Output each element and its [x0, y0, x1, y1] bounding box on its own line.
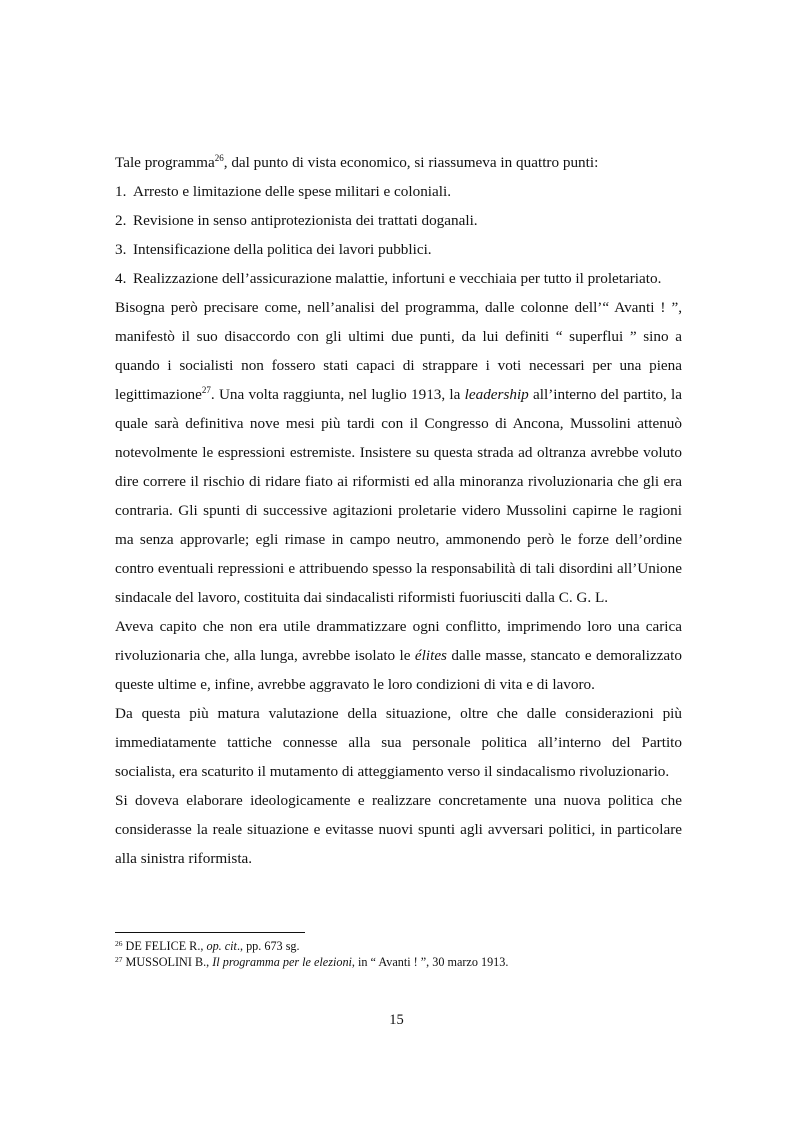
footnote-text: , in “ Avanti ! ”, 30 marzo 1913. [351, 955, 509, 969]
paragraph-line: manifestò il suo disaccordo con gli ultimi due punti, da lui definiti “ superflui ” sino a [115, 328, 682, 345]
paragraph-line: notevolmente le espressioni estremiste. Insistere su questa strada ad oltranza avrebbe voluto [115, 444, 682, 461]
footnote [115, 954, 682, 970]
paragraph-line: immediatamente tattiche connesse alla sua personale politica all’interno del Partito [115, 734, 682, 751]
list-number: 3. [115, 241, 127, 258]
text-span: all’interno del partito, la [528, 386, 682, 403]
list-item [115, 264, 682, 293]
footnote-text: MUSSOLINI B., [122, 955, 213, 969]
footnote-text: DE FELICE R., [122, 939, 207, 953]
paragraph-line: Da questa più matura valutazione della situazione, oltre che dalle considerazioni più [115, 705, 682, 722]
list-item-text: Revisione in senso antiprotezionista dei trattati doganali. [133, 212, 478, 229]
paragraph-line: Si doveva elaborare ideologicamente e realizzare concretamente una nuova politica che [115, 792, 682, 809]
list-item-text: Realizzazione dell’assicurazione malattie, infortuni e vecchiaia per tutto il proletariato. [133, 270, 662, 287]
intro-text: Tale programma [115, 154, 215, 171]
paragraph-line: contro eventuali repressioni e attribuendo spesso la responsabilità di tali disordini all’Unione [115, 560, 682, 577]
footnote-text: ., pp. 673 sg. [236, 939, 300, 953]
paragraph-line: quando i socialisti non fossero stati capaci di strappare i voti necessari per una piena [115, 357, 682, 374]
paragraph-line: Aveva capito che non era utile drammatizzare ogni conflitto, imprimendo loro una carica [115, 618, 682, 635]
footnote [115, 938, 682, 954]
paragraph-line: ma senza approvarle; egli rimase in campo neutro, ammonendo però le forze dell’ordine [115, 531, 682, 548]
paragraph-line [115, 641, 682, 670]
paragraph-line: dire correre il rischio di ridare fiato ai riformisti ed alla minoranza rivoluzionaria che gli era [115, 473, 682, 490]
text-span: legittimazione [115, 386, 202, 403]
footnote-number: 26 [115, 939, 123, 948]
footnotes [115, 938, 682, 970]
footnote-divider [115, 932, 305, 933]
paragraph-line [115, 380, 682, 409]
intro-text-cont: , dal punto di vista economico, si riassumeva in quattro punti: [223, 154, 599, 171]
footnote-italic: op. cit [206, 939, 237, 953]
text-span: dalle masse, stancato e demoralizzato [446, 647, 682, 664]
footnote-ref-27: 27 [201, 385, 211, 395]
footnote-ref-26: 26 [214, 153, 224, 163]
paragraph-line: sindacale del lavoro, costituita dai sindacalisti riformisti fuoriusciti dalla C. G. L. [115, 589, 609, 606]
text-span: rivoluzionaria che, alla lunga, avrebbe isolato le [115, 647, 415, 664]
list-number: 4. [115, 270, 127, 287]
italic-term: élites [414, 647, 447, 664]
paragraph-line: Bisogna però precisare come, nell’analisi del programma, dalle colonne dell’“ Avanti ! ”, [115, 299, 682, 316]
footnote-number: 27 [115, 955, 123, 964]
italic-term: leadership [464, 386, 529, 403]
page-number: 15 [389, 1012, 404, 1028]
paragraph-line: socialista, era scaturito il mutamento di atteggiamento verso il sindacalismo rivoluzionario. [115, 763, 670, 780]
list-item-text: Intensificazione della politica dei lavori pubblici. [133, 241, 432, 258]
list-item [115, 235, 682, 264]
list-item-text: Arresto e limitazione delle spese militari e coloniali. [133, 183, 451, 200]
list-item [115, 206, 682, 235]
paragraph-line: quale sarà definitiva nove mesi più tardi con il Congresso di Ancona, Mussolini attenuò [115, 415, 682, 432]
list-item [115, 177, 682, 206]
footnote-italic: Il programma per le elezioni [212, 955, 352, 969]
paragraph-line: considerasse la reale situazione e evitasse nuovi spunti agli avversari politici, in particolare [115, 821, 682, 838]
intro-line [115, 148, 682, 177]
paragraph-line: alla sinistra riformista. [115, 850, 253, 867]
text-span: . Una volta raggiunta, nel luglio 1913, la [210, 386, 465, 403]
list-number: 1. [115, 183, 127, 200]
paragraph-line: contraria. Gli spunti di successive agitazioni proletarie videro Mussolini capirne le ragioni [115, 502, 682, 519]
main-text [115, 148, 682, 873]
list-number: 2. [115, 212, 127, 229]
paragraph-line: queste ultime e, infine, avrebbe aggravato le loro condizioni di vita e di lavoro. [115, 676, 595, 693]
